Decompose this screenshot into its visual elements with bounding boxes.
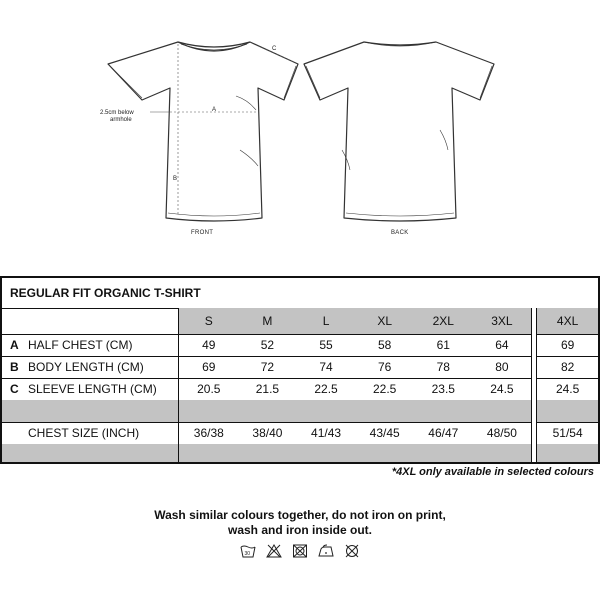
row-label: BODY LENGTH (CM) xyxy=(28,360,144,374)
svg-text:30: 30 xyxy=(244,551,251,557)
table-cell: 74 xyxy=(319,360,333,374)
dim-b-label: B xyxy=(173,176,178,182)
table-title: REGULAR FIT ORGANIC T-SHIRT xyxy=(10,286,201,300)
back-shirt-icon xyxy=(304,42,494,221)
table-cell-4xl: 51/54 xyxy=(552,426,583,440)
no-tumble-dry-icon xyxy=(292,544,308,558)
table-cell: 58 xyxy=(377,338,392,352)
armhole-note-line2: armhole xyxy=(110,117,132,123)
row-key: C xyxy=(10,382,19,396)
table-cell: 52 xyxy=(260,338,275,352)
dim-a-label: A xyxy=(212,107,217,113)
size-header-4xl: 4XL xyxy=(537,308,598,334)
care-instructions-line1: Wash similar colours together, do not iron on print, xyxy=(154,508,446,522)
armhole-note-line1: 2.5cm below xyxy=(100,110,134,116)
tshirt-illustration xyxy=(0,0,600,250)
table-cell: 24.5 xyxy=(490,382,514,396)
table-cell-4xl: 69 xyxy=(560,338,575,352)
size-header: L xyxy=(297,308,356,334)
table-cell-4xl: 24.5 xyxy=(555,382,580,396)
table-cell-4xl: 82 xyxy=(560,360,575,374)
table-cell: 43/45 xyxy=(369,426,400,440)
table-cell: 72 xyxy=(260,360,275,374)
no-dry-clean-icon xyxy=(344,544,360,558)
table-row-chest-size xyxy=(2,422,598,445)
table-cell: 69 xyxy=(202,360,216,374)
size-header: 3XL xyxy=(473,308,532,334)
table-cell: 22.5 xyxy=(314,382,338,396)
row-key: B xyxy=(10,360,19,374)
table-title-row xyxy=(2,278,598,309)
row-label: CHEST SIZE (INCH) xyxy=(28,426,140,440)
care-instructions-line2: wash and iron inside out. xyxy=(227,523,372,537)
row-key: A xyxy=(10,338,19,352)
wash-30-icon xyxy=(240,544,256,558)
table-cell: 61 xyxy=(436,338,450,352)
table-cell: 76 xyxy=(377,360,392,374)
table-cell: 41/43 xyxy=(311,426,342,440)
table-cell: 22.5 xyxy=(372,382,397,396)
table-cell: 78 xyxy=(436,360,450,374)
size-header-row xyxy=(2,308,598,335)
size-header: S xyxy=(179,308,238,334)
table-row-body-length xyxy=(2,356,598,379)
size-header: 2XL xyxy=(414,308,473,334)
table-spacer-row xyxy=(2,400,598,423)
table-cell: 55 xyxy=(319,338,333,352)
size-chart-table xyxy=(0,276,600,464)
table-cell: 38/40 xyxy=(252,426,283,440)
front-view-label: FRONT xyxy=(191,230,214,236)
header-label-cell xyxy=(2,308,179,334)
availability-note: *4XL only available in selected colours xyxy=(391,466,594,478)
table-cell: 64 xyxy=(495,338,509,352)
row-label: HALF CHEST (CM) xyxy=(28,338,133,352)
no-bleach-icon xyxy=(266,544,282,558)
table-cell: 23.5 xyxy=(431,382,455,396)
table-cell: 48/50 xyxy=(486,426,517,440)
iron-low-icon xyxy=(318,544,334,558)
table-footer-row xyxy=(2,444,598,462)
garment-diagram xyxy=(0,0,600,250)
table-cell: 20.5 xyxy=(197,382,221,396)
table-row-sleeve-length xyxy=(2,378,598,401)
table-cell: 49 xyxy=(202,338,216,352)
size-header: M xyxy=(238,308,297,334)
table-cell: 80 xyxy=(495,360,509,374)
dim-c-label: C xyxy=(272,46,277,52)
table-cell: 21.5 xyxy=(255,382,280,396)
back-view-label: BACK xyxy=(391,230,409,236)
front-shirt-icon xyxy=(108,42,298,221)
table-cell: 46/47 xyxy=(428,426,459,440)
care-symbols xyxy=(240,544,360,562)
size-header: XL xyxy=(355,308,414,334)
row-label: SLEEVE LENGTH (CM) xyxy=(28,382,157,396)
table-row-half-chest xyxy=(2,334,598,357)
table-cell: 36/38 xyxy=(193,426,224,440)
